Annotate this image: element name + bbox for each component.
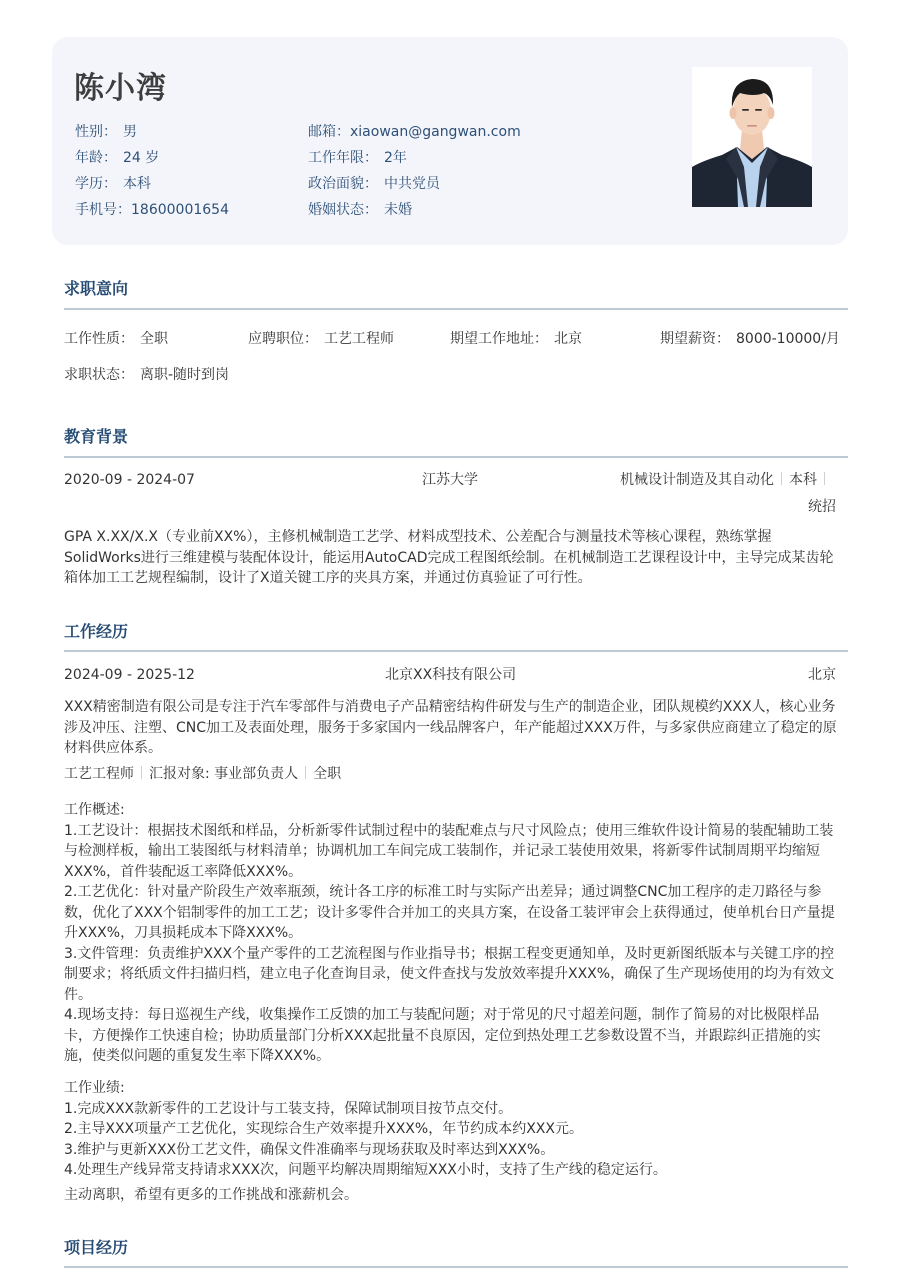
age-value: 24 岁 [123, 150, 160, 166]
location-label: 期望工作地址： [450, 331, 548, 347]
marital-status-value: 未婚 [384, 202, 412, 218]
marital-status-row [308, 197, 521, 223]
education-description: GPA X.XX/X.X（专业前XX%），主修机械制造工艺学、材料成型技术、公差配合与测量技术等核心课程，熟练掌握SolidWorks进行三维建模与装配体设计，能运用AutoCAD完成工程图纸绘制。在机械制造工艺课程设计中，主导完成某齿轮箱体加工工艺规程编制，设计了X道关键工序的夹具方案，并通过仿真验证了可行性。 [64, 529, 834, 586]
degree: 本科 [789, 472, 817, 488]
email-row [308, 119, 521, 145]
work-years-label: 工作年限： [308, 150, 378, 166]
achievements-title: 工作业绩: [64, 1080, 125, 1096]
achievement-item: 4.处理生产线异常支持请求XXX次，问题平均解决周期缩短XXX小时，支持了生产线的稳定运行。 [64, 1162, 667, 1178]
age-row [75, 145, 229, 171]
work-achievements [64, 1078, 840, 1181]
education-level-label: 学历： [75, 176, 117, 192]
salary-label: 期望薪资： [660, 331, 730, 347]
location-value: 北京 [554, 331, 582, 347]
job-title: 工艺工程师 [64, 766, 134, 782]
report-to: 汇报对象: 事业部负责人 [149, 766, 299, 782]
person-portrait-icon [692, 67, 812, 207]
political-status-row [308, 171, 521, 197]
education-period: 2020-09 - 2024-07 [64, 472, 195, 488]
email-label: 邮箱： [308, 124, 350, 140]
position-field [248, 329, 394, 349]
political-status-value: 中共党员 [384, 176, 440, 192]
separator [305, 766, 306, 779]
age-label: 年龄： [75, 150, 117, 166]
work-years-value: 2年 [384, 150, 407, 166]
separator [141, 766, 142, 779]
gender-value: 男 [123, 124, 137, 140]
overview-item: 1.工艺设计：根据技术图纸和样品，分析新零件试制过程中的装配难点与尺寸风险点；使用三维软件设计简易的装配辅助工装与检测样板，输出工装图纸与材料清单；协调机加工车间完成工装制作，并记录工装使用效果，将新零件试制周期平均缩短XXX%，首件装配返工率降低XXX%。 [64, 822, 834, 880]
political-status-label: 政治面貌： [308, 176, 378, 192]
phone-row [75, 197, 229, 223]
section-title-work-experience: 工作经历 [64, 622, 129, 641]
position-label: 应聘职位： [248, 331, 318, 347]
section-title-education: 教育背景 [64, 427, 129, 446]
gender-label: 性别： [75, 124, 117, 140]
work-city: 北京 [808, 667, 836, 683]
candidate-name: 陈小湾 [74, 71, 167, 106]
section-divider [64, 308, 848, 310]
leave-reason: 主动离职，希望有更多的工作挑战和涨薪机会。 [64, 1187, 358, 1203]
achievement-item: 1.完成XXX款新零件的工艺设计与工装支持，保障试制项目按节点交付。 [64, 1100, 513, 1117]
section-title-projects: 项目经历 [64, 1238, 129, 1257]
location-field [450, 329, 582, 349]
gender-row [75, 119, 229, 145]
basic-info-right [308, 119, 521, 223]
work-years-row [308, 145, 521, 171]
job-type-value: 全职 [140, 331, 168, 347]
company-name: 北京XX科技有限公司 [385, 667, 517, 683]
salary-field [660, 329, 840, 349]
school-name: 江苏大学 [422, 472, 478, 488]
job-type-field [64, 329, 168, 349]
job-status-label: 求职状态： [64, 367, 134, 383]
major: 机械设计制造及其自动化 [620, 472, 774, 488]
job-status-value: 离职-随时到岗 [140, 367, 230, 383]
overview-item: 3.文件管理：负责维护XXX个量产零件的工艺流程图与作业指导书；根据工程变更通知单，及时更新图纸版本与关键工序的控制要求；将纸质文件扫描归档，建立电子化查询目录，使文件查找与发放效率提升XXX%，确保了生产现场使用的均为有效文件。 [64, 945, 835, 1003]
separator [781, 472, 782, 485]
work-overview [64, 800, 840, 1067]
section-divider [64, 456, 848, 458]
education-tags [620, 470, 832, 490]
email-value[interactable]: xiaowan@gangwan.com [350, 124, 521, 140]
overview-item: 2.工艺优化：针对量产阶段生产效率瓶颈，统计各工序的标准工时与实际产出差异；通过调整CNC加工程序的走刀路径与参数，优化了XXX个铝制零件的加工工艺；设计多零件合并加工的夹具方案，在设备工装评审会上获得通过，使单机台日产量提升XXX%，刀具损耗成本下降XXX%。 [64, 884, 835, 941]
achievement-item: 3.维护与更新XXX份工艺文件，确保文件准确率与现场获取及时率达到XXX%。 [64, 1141, 555, 1158]
position-value: 工艺工程师 [324, 331, 394, 347]
enrollment-type: 统招 [808, 499, 836, 515]
phone-label: 手机号： [75, 202, 131, 218]
work-role-tags [64, 764, 341, 784]
marital-status-label: 婚姻状态： [308, 202, 378, 218]
work-overview-title: 工作概述: [64, 802, 125, 818]
separator [824, 472, 825, 485]
profile-header-card [52, 37, 848, 245]
education-level-row [75, 171, 229, 197]
profile-photo [692, 67, 812, 207]
salary-value: 8000-10000/月 [736, 331, 840, 347]
overview-item: 4.现场支持：每日巡视生产线，收集操作工反馈的加工与装配问题；对于常见的尺寸超差问题，制作了简易的对比极限样品卡，方便操作工快速自检；协助质量部门分析XXX起批量不良原因，定位到热处理工艺参数设置不当，并跟踪纠正措施的实施，使类似问题的重复发生率下降XXX%。 [64, 1007, 821, 1064]
phone-value: 18600001654 [131, 202, 229, 218]
work-period: 2024-09 - 2025-12 [64, 667, 195, 683]
employment-type: 全职 [313, 766, 342, 782]
company-description: XXX精密制造有限公司是专注于汽车零部件与消费电子产品精密结构件研发与生产的制造企业，团队规模约XXX人，核心业务涉及冲压、注塑、CNC加工及表面处理，服务于多家国内一线品牌客户，年产能超过XXX万件，与多家供应商建立了稳定的原材料供应体系。 [64, 699, 837, 756]
job-type-label: 工作性质： [64, 331, 134, 347]
education-level-value: 本科 [123, 176, 151, 192]
achievement-item: 2.主导XXX项量产工艺优化，实现综合生产效率提升XXX%，年节约成本约XXX元。 [64, 1121, 583, 1137]
job-status-field [64, 365, 229, 385]
basic-info-left [75, 119, 229, 223]
section-divider [64, 650, 848, 652]
section-divider [64, 1266, 848, 1268]
section-title-job-intention: 求职意向 [64, 279, 129, 298]
